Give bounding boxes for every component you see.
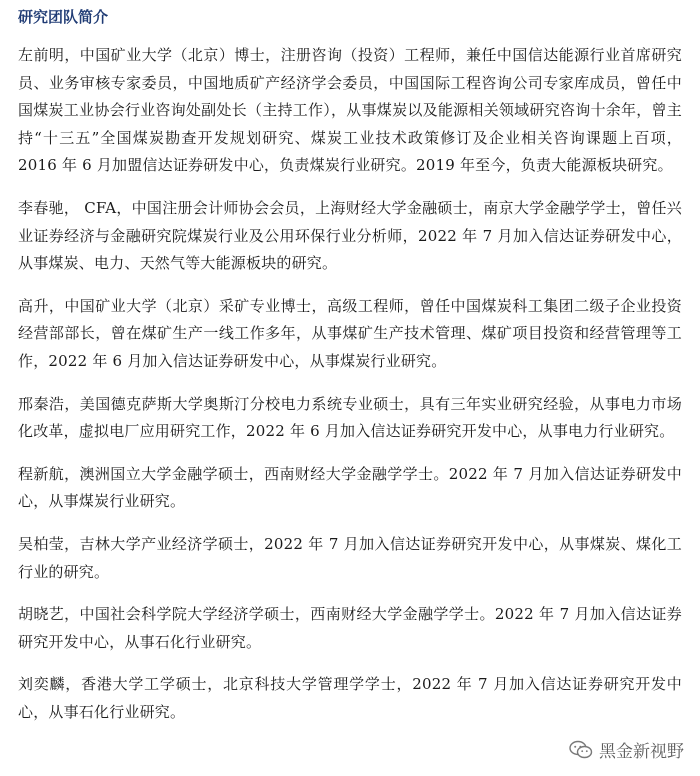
wechat-icon: [569, 740, 593, 760]
bio-paragraph: 高升，中国矿业大学（北京）采矿专业博士，高级工程师，曾任中国煤炭科工集团二级子企业投资经营部部长，曾在煤矿生产一线工作多年，从事煤矿生产技术管理、煤矿项目投资和经营管理等工作，2022 年 6 月加入信达证券研发中心，从事煤炭行业研究。: [18, 296, 682, 370]
bio-paragraph: 左前明，中国矿业大学（北京）博士，注册咨询（投资）工程师，兼任中国信达能源行业首席研究员、业务审核专家委员，中国地质矿产经济学会委员，中国国际工程咨询公司专家库成员，曾任中国煤炭工业协会行业咨询处副处长（主持工作），从事煤炭以及能源相关领域研究咨询十余年，曾主持“十三五”全国煤炭勘查开发规划研究、煤炭工业技术政策修订及企业相关咨询课题上百项， 2016 年 6 月加盟信达证券研发中心，负责煤炭行业研究。2019 年至今，负责大能源板块研究。: [18, 46, 682, 175]
bio-paragraph: 吴柏莹，吉林大学产业经济学硕士，2022 年 7 月加入信达证券研究开发中心，从事煤炭、煤化工行业的研究。: [18, 534, 682, 581]
research-team-section: [18, 6, 682, 741]
bio-paragraph: 邢秦浩，美国德克萨斯大学奥斯汀分校电力系统专业硕士，具有三年实业研究经验，从事电力市场化改革，虚拟电厂应用研究工作，2022 年 6 月加入信达证券研究开发中心，从事电力行业研究。: [18, 394, 682, 441]
bio-paragraph: 刘奕麟，香港大学工学硕士，北京科技大学管理学学士，2022 年 7 月加入信达证券研究开发中心，从事石化行业研究。: [18, 675, 682, 721]
bio-paragraph: 胡晓艺，中国社会科学院大学经济学硕士，西南财经大学金融学学士。2022 年 7 月加入信达证券研究开发中心，从事石化行业研究。: [18, 605, 682, 651]
section-title: 研究团队简介: [18, 8, 109, 26]
bio-paragraph: 李春驰， CFA，中国注册会计师协会会员，上海财经大学金融硕士，南京大学金融学学士，曾任兴业证券经济与金融研究院煤炭行业及公用环保行业分析师，2022 年 7 月加入信达证券研发中心，从事煤炭、电力、天然气等大能源板块的研究。: [18, 198, 682, 273]
bio-paragraph: 程新航，澳洲国立大学金融学硕士，西南财经大学金融学学士。2022 年 7 月加入信达证券研发中心，从事煤炭行业研究。: [18, 464, 682, 511]
watermark: [569, 737, 684, 762]
watermark-text: 黑金新视野: [599, 742, 684, 762]
